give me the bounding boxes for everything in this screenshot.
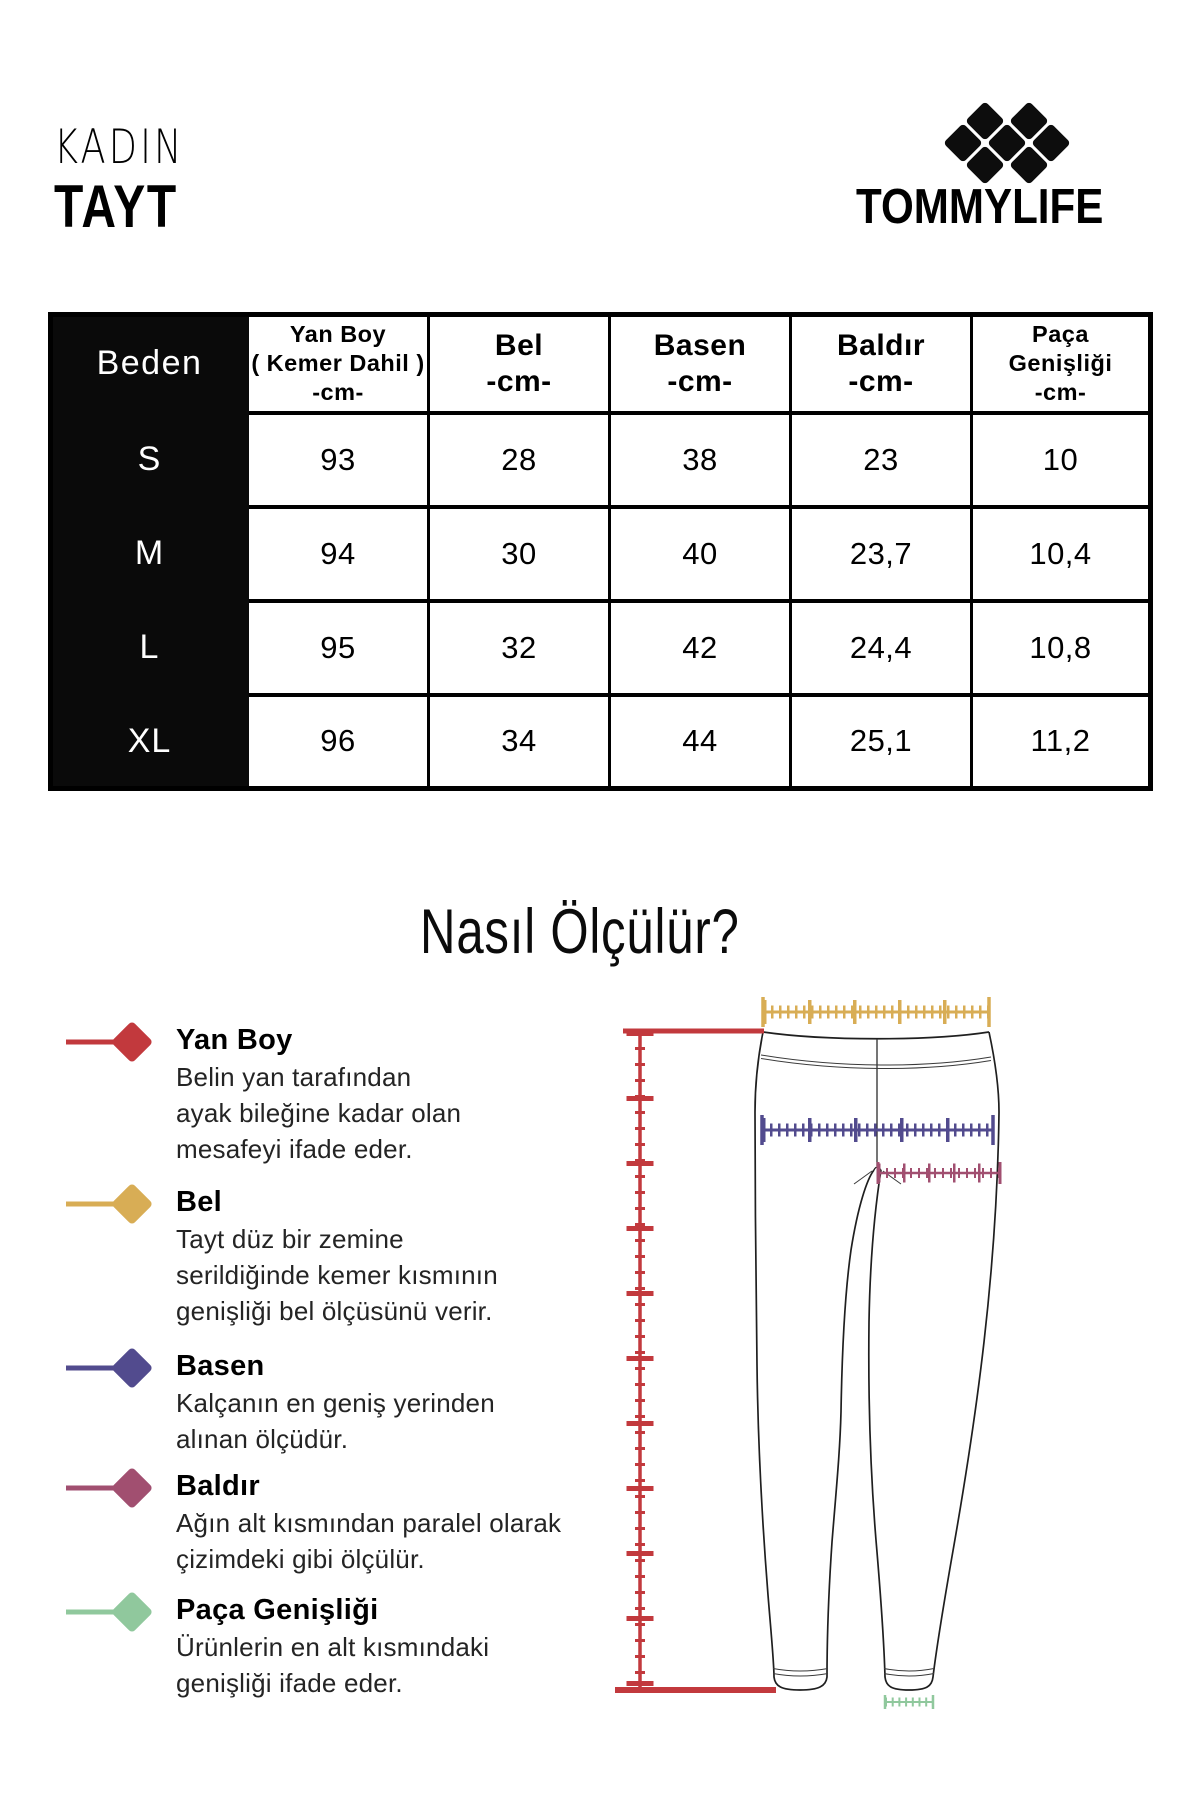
cell-value: 32: [429, 601, 610, 695]
cell-value: 93: [248, 413, 429, 507]
cell-value: 23: [791, 413, 972, 507]
cell-value: 30: [429, 507, 610, 601]
cell-value: 34: [429, 695, 610, 789]
bel-ruler: [763, 997, 989, 1027]
bel-diamond-icon: [64, 1178, 156, 1230]
cell-value: 40: [610, 507, 791, 601]
paca-genisligi-ruler: [885, 1695, 933, 1709]
tommylife-logo-icon: [941, 99, 1073, 187]
yan-boy-diamond-icon: [64, 1016, 156, 1068]
column-header-bel: Bel -cm-: [429, 315, 610, 413]
legend-title: Baldır: [176, 1470, 260, 1502]
legend-item-bel: Bel Tayt düz bir zemine serildiğinde kemer kısmının genişliği bel ölçüsünü verir.: [60, 1184, 620, 1329]
cell-value: 38: [610, 413, 791, 507]
column-header-basen: Basen -cm-: [610, 315, 791, 413]
cell-value: 10,4: [972, 507, 1151, 601]
table-row-m: [51, 507, 1151, 601]
legend-item-basen: Basen Kalçanın en geniş yerinden alınan ölçüdür.: [60, 1348, 620, 1457]
product-heading: [54, 120, 221, 238]
cell-value: 42: [610, 601, 791, 695]
cell-value: 10: [972, 413, 1151, 507]
legend-title: Paça Genişliği: [176, 1594, 379, 1626]
cell-value: 95: [248, 601, 429, 695]
legend-title: Basen: [176, 1350, 265, 1382]
legend-item-yan-boy: Yan Boy Belin yan tarafından ayak bileğine kadar olan mesafeyi ifade eder.: [60, 1022, 620, 1167]
how-to-measure-heading: [0, 896, 1160, 968]
table-row-l: [51, 601, 1151, 695]
column-header-paca-genisligi: Paça Genişliği -cm-: [972, 315, 1151, 413]
legend-item-baldir: Baldır Ağın alt kısmından paralel olarak çizimdeki gibi ölçülür.: [60, 1468, 620, 1577]
cell-value: 23,7: [791, 507, 972, 601]
size-table: [48, 312, 1153, 791]
brand-name: TOMMYLIFE: [856, 180, 1104, 234]
product-type-label: TAYT: [54, 173, 178, 240]
legend-item-paca-genisligi: Paça Genişliği Ürünlerin en alt kısmındaki genişliği ifade eder.: [60, 1592, 620, 1701]
column-header-beden: Beden: [51, 315, 248, 413]
cell-value: 28: [429, 413, 610, 507]
cell-value: 11,2: [972, 695, 1151, 789]
cell-value: 44: [610, 695, 791, 789]
cell-value: 96: [248, 695, 429, 789]
cell-value: 25,1: [791, 695, 972, 789]
yan-boy-ruler: [615, 1031, 776, 1690]
basen-diamond-icon: [64, 1342, 156, 1394]
cell-value: 24,4: [791, 601, 972, 695]
size-label: XL: [51, 695, 248, 789]
size-label: S: [51, 413, 248, 507]
category-label: KADIN: [54, 120, 185, 175]
paca-genisligi-diamond-icon: [64, 1586, 156, 1638]
table-row-s: [51, 413, 1151, 507]
size-table-header-row: [51, 315, 1151, 413]
baldir-diamond-icon: [64, 1462, 156, 1514]
table-row-xl: [51, 695, 1151, 789]
legend-title: Yan Boy: [176, 1024, 293, 1056]
column-header-baldir: Baldır -cm-: [791, 315, 972, 413]
column-header-yan-boy: Yan Boy ( Kemer Dahil ) -cm-: [248, 315, 429, 413]
leggings-measurement-diagram: [540, 980, 1100, 1760]
cell-value: 10,8: [972, 601, 1151, 695]
size-label: L: [51, 601, 248, 695]
how-to-measure-title: Nasıl Ölçülür?: [420, 897, 740, 967]
legend-title: Bel: [176, 1186, 223, 1218]
size-label: M: [51, 507, 248, 601]
cell-value: 94: [248, 507, 429, 601]
